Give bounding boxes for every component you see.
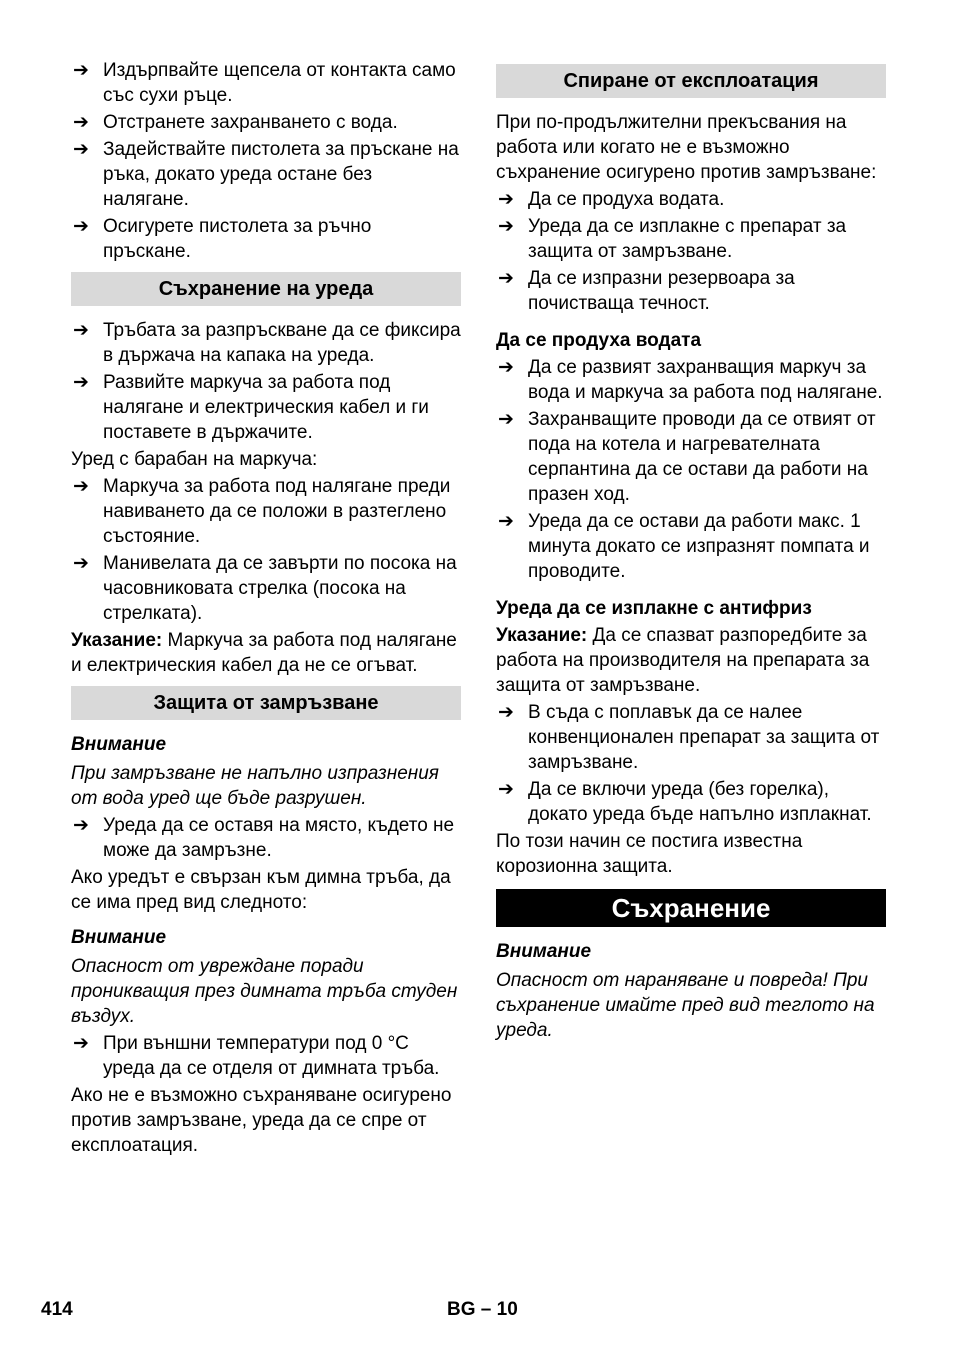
bullet-list-storage xyxy=(71,318,461,445)
bullet-list-shutdown xyxy=(496,187,886,316)
list-item-text: Уреда да се остави да работи макс. 1 минута докато се изпразнят помпата и проводите. xyxy=(528,511,870,582)
list-item-text: При външни температури под 0 °C уреда да се отделя от димната тръба. xyxy=(103,1033,440,1079)
warning-text-3: Опасност от нараняване и повреда! При съхранение имайте пред вид теглото на уреда. xyxy=(496,970,875,1041)
warning-title-1: Внимание xyxy=(71,734,167,755)
list-item xyxy=(496,509,886,584)
list-item-text: Уреда да се изплакне с препарат за защита от замръзване. xyxy=(528,216,847,262)
list-item xyxy=(71,214,461,264)
list-item xyxy=(71,813,461,863)
page-number: 414 xyxy=(41,1299,73,1320)
list-item xyxy=(496,214,886,264)
rinse-note-paragraph xyxy=(496,623,886,698)
list-item-text: Издърпвайте щепсела от контакта само със сухи ръце. xyxy=(103,60,456,106)
list-item xyxy=(496,266,886,316)
list-item xyxy=(496,355,886,405)
arrow-right-icon: ➔ xyxy=(73,552,89,574)
bullet-list-blow xyxy=(496,355,886,584)
blow-heading: Да се продуха водата xyxy=(496,330,702,351)
left-column xyxy=(71,58,461,1160)
shutdown-heading: Спиране от експлоатация xyxy=(496,64,886,98)
list-item xyxy=(71,551,461,626)
warning-title-2: Внимание xyxy=(71,927,167,948)
list-item-text: Задействайте пистолета за пръскане на ръка, докато уреда остане без налягане. xyxy=(103,139,459,210)
list-item xyxy=(71,137,461,212)
list-item-text: Тръбата за разпръскване да се фиксира в държача на капака на уреда. xyxy=(103,320,461,366)
arrow-right-icon: ➔ xyxy=(498,356,514,378)
arrow-right-icon: ➔ xyxy=(73,111,89,133)
arrow-right-icon: ➔ xyxy=(73,59,89,81)
rinse-note-text: Да се спазват разпоредбите за работа на производителя на препарата за защита от замръзване. xyxy=(496,625,870,696)
list-item-text: Отстранете захранването с вода. xyxy=(103,112,398,133)
arrow-right-icon: ➔ xyxy=(73,814,89,836)
page-code: BG – 10 xyxy=(447,1299,518,1320)
note-label: Указание: xyxy=(71,630,163,651)
arrow-right-icon: ➔ xyxy=(73,371,89,393)
arrow-right-icon: ➔ xyxy=(73,319,89,341)
arrow-right-icon: ➔ xyxy=(498,267,514,289)
list-item xyxy=(71,318,461,368)
list-item xyxy=(496,700,886,775)
chimney-intro: Ако уредът е свързан към димна тръба, да се има пред вид следното: xyxy=(71,867,451,913)
arrow-right-icon: ➔ xyxy=(73,1032,89,1054)
list-item xyxy=(496,407,886,507)
list-item-text: Да се продуха водата. xyxy=(528,189,725,210)
rinse-closing: По този начин се постига известна корозионна защита. xyxy=(496,831,803,877)
arrow-right-icon: ➔ xyxy=(498,701,514,723)
list-item-text: Развийте маркуча за работа под налягане и електрическия кабел и ги поставете в държачите. xyxy=(103,372,429,443)
list-item xyxy=(71,474,461,549)
warning-text-2: Опасност от увреждане поради проникващия през димната тръба студен въздух. xyxy=(71,956,458,1027)
list-item-text: Маркуча за работа под налягане преди навиването да се положи в разтеглено състояние. xyxy=(103,476,451,547)
list-item xyxy=(496,777,886,827)
list-item-text: В съда с поплавък да се налее конвенционален препарат за защита от замръзване. xyxy=(528,702,880,773)
arrow-right-icon: ➔ xyxy=(73,215,89,237)
arrow-right-icon: ➔ xyxy=(73,475,89,497)
storage-big-heading: Съхранение xyxy=(496,889,886,927)
list-item xyxy=(71,58,461,108)
right-column xyxy=(496,58,886,1045)
warning-text-1: При замръзване не напълно изпразнения от вода уред ще бъде разрушен. xyxy=(71,763,439,809)
drum-intro: Уред с барабан на маркуча: xyxy=(71,449,318,470)
list-item xyxy=(71,1031,461,1081)
bullet-list-rinse xyxy=(496,700,886,827)
rinse-note-label: Указание: xyxy=(496,625,588,646)
closing-paragraph: Ако не е възможно съхраняване осигурено против замръзване, уреда да се спре от експлоатация. xyxy=(71,1085,452,1156)
list-item xyxy=(71,370,461,445)
list-item xyxy=(496,187,886,212)
list-item-text: Да се включи уреда (без горелка), докато уреда бъде напълно изплакнат. xyxy=(528,779,872,825)
arrow-right-icon: ➔ xyxy=(73,138,89,160)
list-item-text: Уреда да се оставя на място, където не може да замръзне. xyxy=(103,815,455,861)
rinse-heading: Уреда да се изплакне с антифриз xyxy=(496,598,812,619)
arrow-right-icon: ➔ xyxy=(498,215,514,237)
bullet-list-chimney xyxy=(71,1031,461,1081)
bullet-list-top xyxy=(71,58,461,264)
warning-title-3: Внимание xyxy=(496,941,592,962)
arrow-right-icon: ➔ xyxy=(498,408,514,430)
note-text: Маркуча за работа под налягане и електрическия кабел да не се огъват. xyxy=(71,630,457,676)
list-item xyxy=(71,110,461,135)
list-item-text: Манивелата да се завърти по посока на часовниковата стрелка (посока на стрелката). xyxy=(103,553,457,624)
list-item-text: Осигурете пистолета за ръчно пръскане. xyxy=(103,216,372,262)
list-item-text: Да се развият захранващия маркуч за вода и маркуча за работа под налягане. xyxy=(528,357,883,403)
arrow-right-icon: ➔ xyxy=(498,778,514,800)
arrow-right-icon: ➔ xyxy=(498,510,514,532)
note-paragraph xyxy=(71,628,461,678)
list-item-text: Захранващите проводи да се отвият от пода на котела и нагревателната серпантина да се остави да работи на празен ход. xyxy=(528,409,876,505)
bullet-list-drum xyxy=(71,474,461,626)
list-item-text: Да се изпразни резервоара за почистваща течност. xyxy=(528,268,795,314)
shutdown-intro: При по-продължителни прекъсвания на работа или когато не е възможно съхранение осигурено против замръзване: xyxy=(496,112,877,183)
storage-heading: Съхранение на уреда xyxy=(71,272,461,306)
frost-heading: Защита от замръзване xyxy=(71,686,461,720)
bullet-list-frost xyxy=(71,813,461,863)
arrow-right-icon: ➔ xyxy=(498,188,514,210)
